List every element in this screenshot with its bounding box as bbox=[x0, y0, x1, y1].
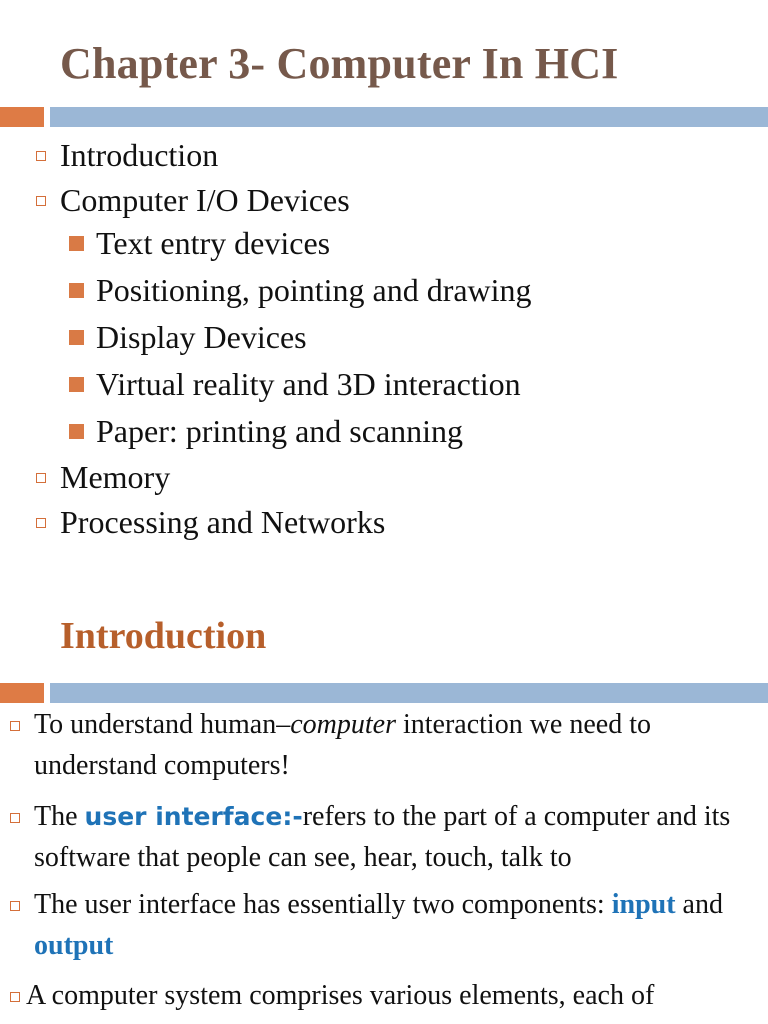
filled-square-bullet-icon bbox=[69, 236, 84, 251]
outline-subitem-positioning bbox=[96, 271, 532, 309]
intro-point-system bbox=[26, 975, 746, 1016]
square-bullet-icon bbox=[10, 813, 20, 823]
square-bullet-icon bbox=[36, 151, 46, 161]
outline-item-label: Display Devices bbox=[96, 319, 307, 355]
square-bullet-icon bbox=[10, 721, 20, 731]
intro-point-understand bbox=[34, 704, 754, 786]
outline-item-processing bbox=[60, 503, 385, 541]
section-rule-blue bbox=[50, 683, 768, 703]
keyword-input: input bbox=[611, 889, 676, 920]
square-bullet-icon bbox=[10, 992, 20, 1002]
outline-subitem-virtual-reality bbox=[96, 365, 521, 403]
outline-item-label: Text entry devices bbox=[96, 225, 331, 261]
intro-point-user-interface bbox=[34, 796, 754, 878]
point-text: The user interface has essentially two components: bbox=[34, 889, 612, 920]
square-bullet-icon bbox=[36, 196, 46, 206]
filled-square-bullet-icon bbox=[69, 330, 84, 345]
keyword-output: output bbox=[34, 930, 114, 961]
title-rule-blue bbox=[50, 107, 768, 127]
outline-item-memory bbox=[60, 458, 170, 496]
outline-item-label: Memory bbox=[60, 459, 171, 495]
outline-item-label: Processing and Networks bbox=[60, 504, 386, 540]
point-text: refers to the part of a computer and its software that people can see, hear, touch, talk to bbox=[34, 801, 731, 873]
point-text: To understand human– bbox=[34, 709, 291, 740]
section-title: Introduction bbox=[60, 615, 267, 657]
outline-item-label: Paper: printing and scanning bbox=[96, 413, 464, 449]
outline-item-label: Positioning, pointing and drawing bbox=[96, 272, 532, 308]
filled-square-bullet-icon bbox=[69, 377, 84, 392]
outline-item-label: Computer I/O Devices bbox=[60, 182, 350, 218]
section-rule-orange bbox=[0, 683, 44, 703]
outline-item-label: Introduction bbox=[60, 137, 219, 173]
square-bullet-icon bbox=[10, 901, 20, 911]
outline-item-io-devices bbox=[60, 181, 350, 219]
outline-subitem-text-entry bbox=[96, 224, 330, 262]
point-text: The bbox=[34, 801, 85, 832]
point-emphasis: computer bbox=[290, 709, 396, 740]
filled-square-bullet-icon bbox=[69, 283, 84, 298]
point-text: and bbox=[675, 889, 723, 920]
intro-point-components bbox=[34, 884, 754, 966]
slide-title: Chapter 3- Computer In HCI bbox=[60, 39, 619, 88]
point-text: interaction we need to understand computers! bbox=[34, 709, 651, 781]
outline-subitem-display bbox=[96, 318, 307, 356]
outline-item-label: Virtual reality and 3D interaction bbox=[96, 366, 521, 402]
outline-item-introduction bbox=[60, 136, 218, 174]
square-bullet-icon bbox=[36, 518, 46, 528]
title-rule-orange bbox=[0, 107, 44, 127]
point-text: A computer system comprises various elements, each of bbox=[26, 980, 655, 1011]
square-bullet-icon bbox=[36, 473, 46, 483]
filled-square-bullet-icon bbox=[69, 424, 84, 439]
outline-subitem-paper bbox=[96, 412, 463, 450]
keyword-user-interface: user interface:- bbox=[84, 802, 303, 831]
